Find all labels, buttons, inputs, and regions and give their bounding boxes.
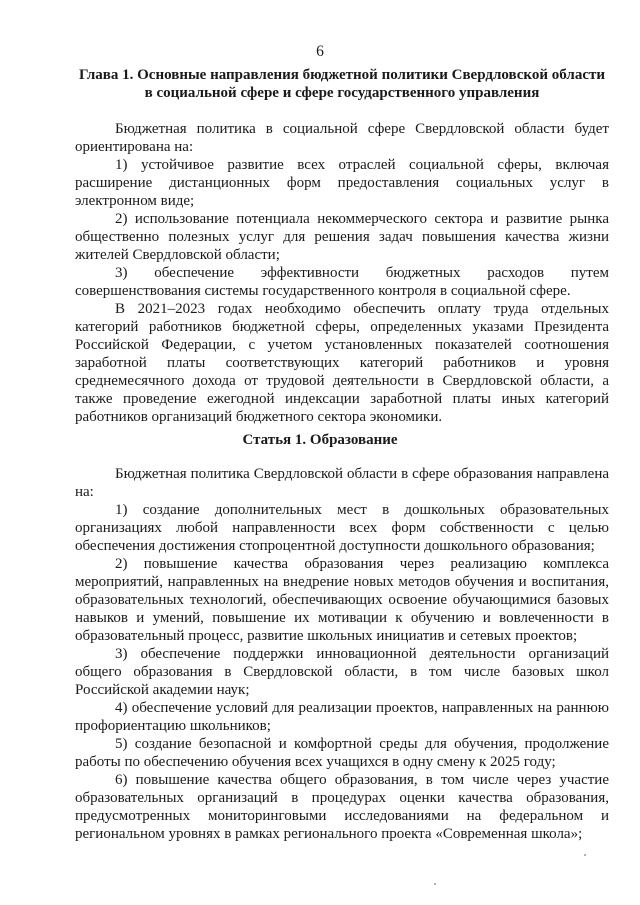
paragraph-education-intro: Бюджетная политика Свердловской области в сфере образования направлена на: — [75, 466, 609, 500]
chapter-title-line-1: Глава 1. Основные направления бюджетной политики Свердловской области — [79, 67, 605, 83]
page-number: 6 — [316, 43, 324, 60]
chapter-title — [68, 66, 616, 102]
education-article — [75, 465, 609, 843]
paragraph-education-item-3: 3) обеспечение поддержки инновационной деятельности организаций общего образования в Свердловской области, в том числе базовых школ Российской академии наук; — [75, 646, 609, 698]
paragraph-intro: Бюджетная политика в социальной сфере Свердловской области будет ориентирована на: — [75, 121, 609, 155]
chapter-title-line-2: в социальной сфере и сфере государственного управления — [144, 85, 540, 101]
paragraph-education-item-4: 4) обеспечение условий для реализации проектов, направленных на раннюю профориентацию школьников; — [75, 700, 609, 734]
article-title: Статья 1. Образование — [242, 432, 398, 448]
paragraph-education-item-1: 1) создание дополнительных мест в дошкольных образовательных организациях любой направленности всех форм собственности с целью обеспечения достижения стопроцентной доступности дошкольного образования; — [75, 502, 609, 554]
paragraph-item-2: 2) использование потенциала некоммерческого сектора и развитие рынка общественно полезных услуг для решения задач повышения качества жизни жителей Свердловской области; — [75, 211, 609, 263]
paragraph-item-3: 3) обеспечение эффективности бюджетных расходов путем совершенствования системы государственного контроля в социальной сфере. — [75, 265, 609, 299]
scan-speck — [434, 883, 436, 885]
social-policy-section — [75, 120, 609, 426]
paragraph-education-item-2: 2) повышение качества образования через реализацию комплекса мероприятий, направленных на внедрение новых методов обучения и воспитания, образовательных технологий, обеспечивающих освоение обучающимися базовых навыков и умений, повышение их мотивации к обучению и вовлеченности в образовательный процесс, развитие школьных инициатив и сетевых проектов; — [75, 556, 609, 644]
scan-speck — [584, 854, 586, 856]
paragraph-education-item-5: 5) создание безопасной и комфортной среды для обучения, продолжение работы по обеспечению обучения всех учащихся в одну смену к 2025 году; — [75, 736, 609, 770]
paragraph-salary: В 2021–2023 годах необходимо обеспечить оплату труда отдельных категорий работников бюджетной сферы, определенных указами Президента Российской Федерации, с учетом установленных показателей соотношения заработной платы соответствующих категорий работников и уровня среднемесячного дохода от трудовой деятельности в Свердловской области, а также проведение ежегодной индексации заработной платы иных категорий работников организаций бюджетного сектора экономики. — [75, 301, 609, 425]
paragraph-education-item-6: 6) повышение качества общего образования, в том числе через участие образовательных организаций в процедурах оценки качества образования, предусмотренных мониторинговыми исследованиями на федеральном и региональном уровнях в рамках регионального проекта «Современная школа»; — [75, 772, 609, 842]
paragraph-item-1: 1) устойчивое развитие всех отраслей социальной сферы, включая расширение дистанционных форм предоставления социальных услуг в электронном виде; — [75, 157, 609, 209]
